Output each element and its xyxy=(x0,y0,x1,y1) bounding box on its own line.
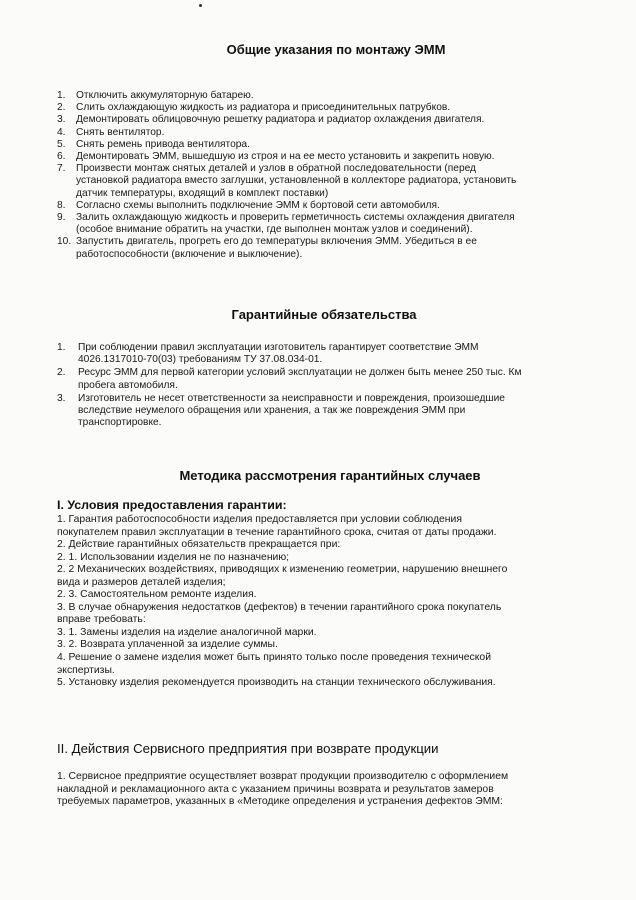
list-item-line: транспортировке. xyxy=(78,417,162,429)
text-line: 2. Действие гарантийных обязательств прекращается при: xyxy=(57,539,341,551)
text-line: 2. 2 Механических воздействиях, приводящих к изменению геометрии, нарушению внешнего xyxy=(57,564,508,576)
list-item-number: 2. xyxy=(57,102,66,114)
section-title-warranty-method: Методика рассмотрения гарантийных случаев xyxy=(179,468,481,483)
warranty-obligations-list xyxy=(57,342,557,430)
list-item-line: работоспособности (включение и выключение). xyxy=(76,248,303,260)
list-item xyxy=(57,200,572,212)
list-item-text xyxy=(78,342,557,366)
section-title-warranty: Гарантийные обязательства xyxy=(231,307,417,322)
list-item xyxy=(57,342,557,366)
list-item-line: При соблюдении правил эксплуатации изготовитель гарантирует соответствие ЭММ xyxy=(78,342,479,353)
list-item-line: (особое внимание обратить на участки, где выполнен монтаж узлов и соединений). xyxy=(76,224,473,236)
list-item-number: 2. xyxy=(57,367,66,379)
list-item-line: Произвести монтаж снятых деталей и узлов в обратной последовательности (перед xyxy=(76,163,476,175)
text-line: вправе требовать: xyxy=(57,614,146,626)
list-item xyxy=(57,90,572,102)
heading-warranty-conditions: I. Условия предоставления гарантии: xyxy=(57,498,287,512)
list-item-line: 4026.1317010-70(03) требованиям ТУ 37.08.034-01. xyxy=(78,354,323,366)
list-item xyxy=(57,139,572,151)
list-item-number: 3. xyxy=(57,114,66,126)
text-line: 1. Сервисное предприятие осуществляет возврат продукции производителю с оформлением xyxy=(57,771,509,782)
text-line: 2. 3. Самостоятельном ремонте изделия. xyxy=(57,589,257,601)
text-line: покупателем правил эксплуатации в течение гарантийного срока, считая от даты продажи. xyxy=(57,526,497,538)
list-item-text xyxy=(76,127,572,139)
text-line: экспертизы. xyxy=(57,664,115,676)
list-item-line: Демонтировать ЭММ, вышедшую из строя и на ее место установить и закрепить новую. xyxy=(76,151,495,163)
list-item-text xyxy=(76,90,572,102)
list-item-text xyxy=(78,367,557,391)
list-item-text xyxy=(76,212,572,236)
list-item xyxy=(57,151,572,163)
list-item xyxy=(57,127,572,139)
list-item xyxy=(57,367,557,391)
service-actions-text xyxy=(57,771,582,809)
list-item-line: пробега автомобиля. xyxy=(78,379,178,391)
text-line: 2. 1. Использовании изделия не по назначению; xyxy=(57,551,290,563)
list-item xyxy=(57,236,572,260)
list-item-number: 1. xyxy=(57,342,66,353)
list-item-line: Залить охлаждающую жидкость и проверить герметичность системы охлаждения двигателя xyxy=(76,212,515,224)
list-item-text xyxy=(76,139,572,151)
list-item-line: Слить охлаждающую жидкость из радиатора и присоединительных патрубков. xyxy=(76,102,451,114)
list-item-line: Снять вентилятор. xyxy=(76,126,165,138)
list-item-number: 1. xyxy=(57,90,66,101)
list-item-line: Снять ремень привода вентилятора. xyxy=(76,138,250,150)
list-item-line: датчик температуры, входящий в комплект поставки) xyxy=(76,187,329,199)
list-item-line: Демонтировать облицовочную решетку радиатора и радиатор охлаждения двигателя. xyxy=(76,114,485,126)
text-line: 1. Гарантия работоспособности изделия предоставляется при условии соблюдения xyxy=(57,514,462,525)
list-item-number: 9. xyxy=(57,212,66,224)
list-item-text xyxy=(76,114,572,126)
list-item-text xyxy=(76,151,572,163)
installation-steps-list xyxy=(57,90,572,261)
text-line: требуемых параметров, указанных в «Методике определения и устранения дефектов ЭММ: xyxy=(57,796,503,808)
list-item xyxy=(57,393,557,430)
list-item-line: Согласно схемы выполнить подключение ЭММ к бортовой сети автомобиля. xyxy=(76,199,440,211)
text-line: 4. Решение о замене изделия может быть принято только после проведения технической xyxy=(57,652,491,664)
list-item-number: 10. xyxy=(57,236,72,248)
list-item-text xyxy=(78,393,557,430)
list-item-text xyxy=(76,236,572,260)
list-item-number: 5. xyxy=(57,138,66,150)
list-item-line: установкой радиатора вместо заглушки, установленной в коллекторе радиатора, установить xyxy=(76,175,517,187)
list-item-text xyxy=(76,200,572,212)
list-item-line: Запустить двигатель, прогреть его до температуры включения ЭММ. Убедиться в ее xyxy=(76,236,477,248)
text-line: 3. В случае обнаружения недостатков (дефектов) в течении гарантийного срока покупатель xyxy=(57,601,502,613)
list-item-number: 3. xyxy=(57,392,66,404)
list-item-text xyxy=(76,163,572,200)
warranty-conditions-text xyxy=(57,514,577,690)
list-item xyxy=(57,163,572,200)
text-line: накладной и рекламационного акта с указанием причины возврата и результатов замеров xyxy=(57,783,494,795)
list-item-line: Отключить аккумуляторную батарею. xyxy=(76,90,254,101)
text-line: 3. 1. Замены изделия на изделие аналогичной марки. xyxy=(57,626,317,638)
scan-speck xyxy=(199,4,202,7)
list-item-number: 4. xyxy=(57,126,66,138)
text-line: вида и размеров деталей изделия; xyxy=(57,576,226,588)
list-item-number: 8. xyxy=(57,199,66,211)
heading-service-actions: II. Действия Сервисного предприятия при возврате продукции xyxy=(57,741,439,756)
list-item-number: 7. xyxy=(57,163,66,175)
text-line: 3. 2. Возврата уплаченной за изделие суммы. xyxy=(57,639,278,651)
list-item-line: вследствие неумелого обращения или хранения, а так же повреждения ЭММ при xyxy=(78,405,466,417)
list-item-line: Изготовитель не несет ответственности за неисправности и повреждения, произошедшие xyxy=(78,392,505,404)
list-item-number: 6. xyxy=(57,151,66,163)
text-line: 5. Установку изделия рекомендуется производить на станции технического обслуживания. xyxy=(57,677,496,689)
list-item-line: Ресурс ЭММ для первой категории условий эксплуатации не должен быть менее 250 тыс. Км xyxy=(78,367,522,379)
list-item xyxy=(57,212,572,236)
section-title-installation: Общие указания по монтажу ЭММ xyxy=(226,42,446,57)
list-item-text xyxy=(76,102,572,114)
list-item xyxy=(57,102,572,114)
list-item xyxy=(57,114,572,126)
